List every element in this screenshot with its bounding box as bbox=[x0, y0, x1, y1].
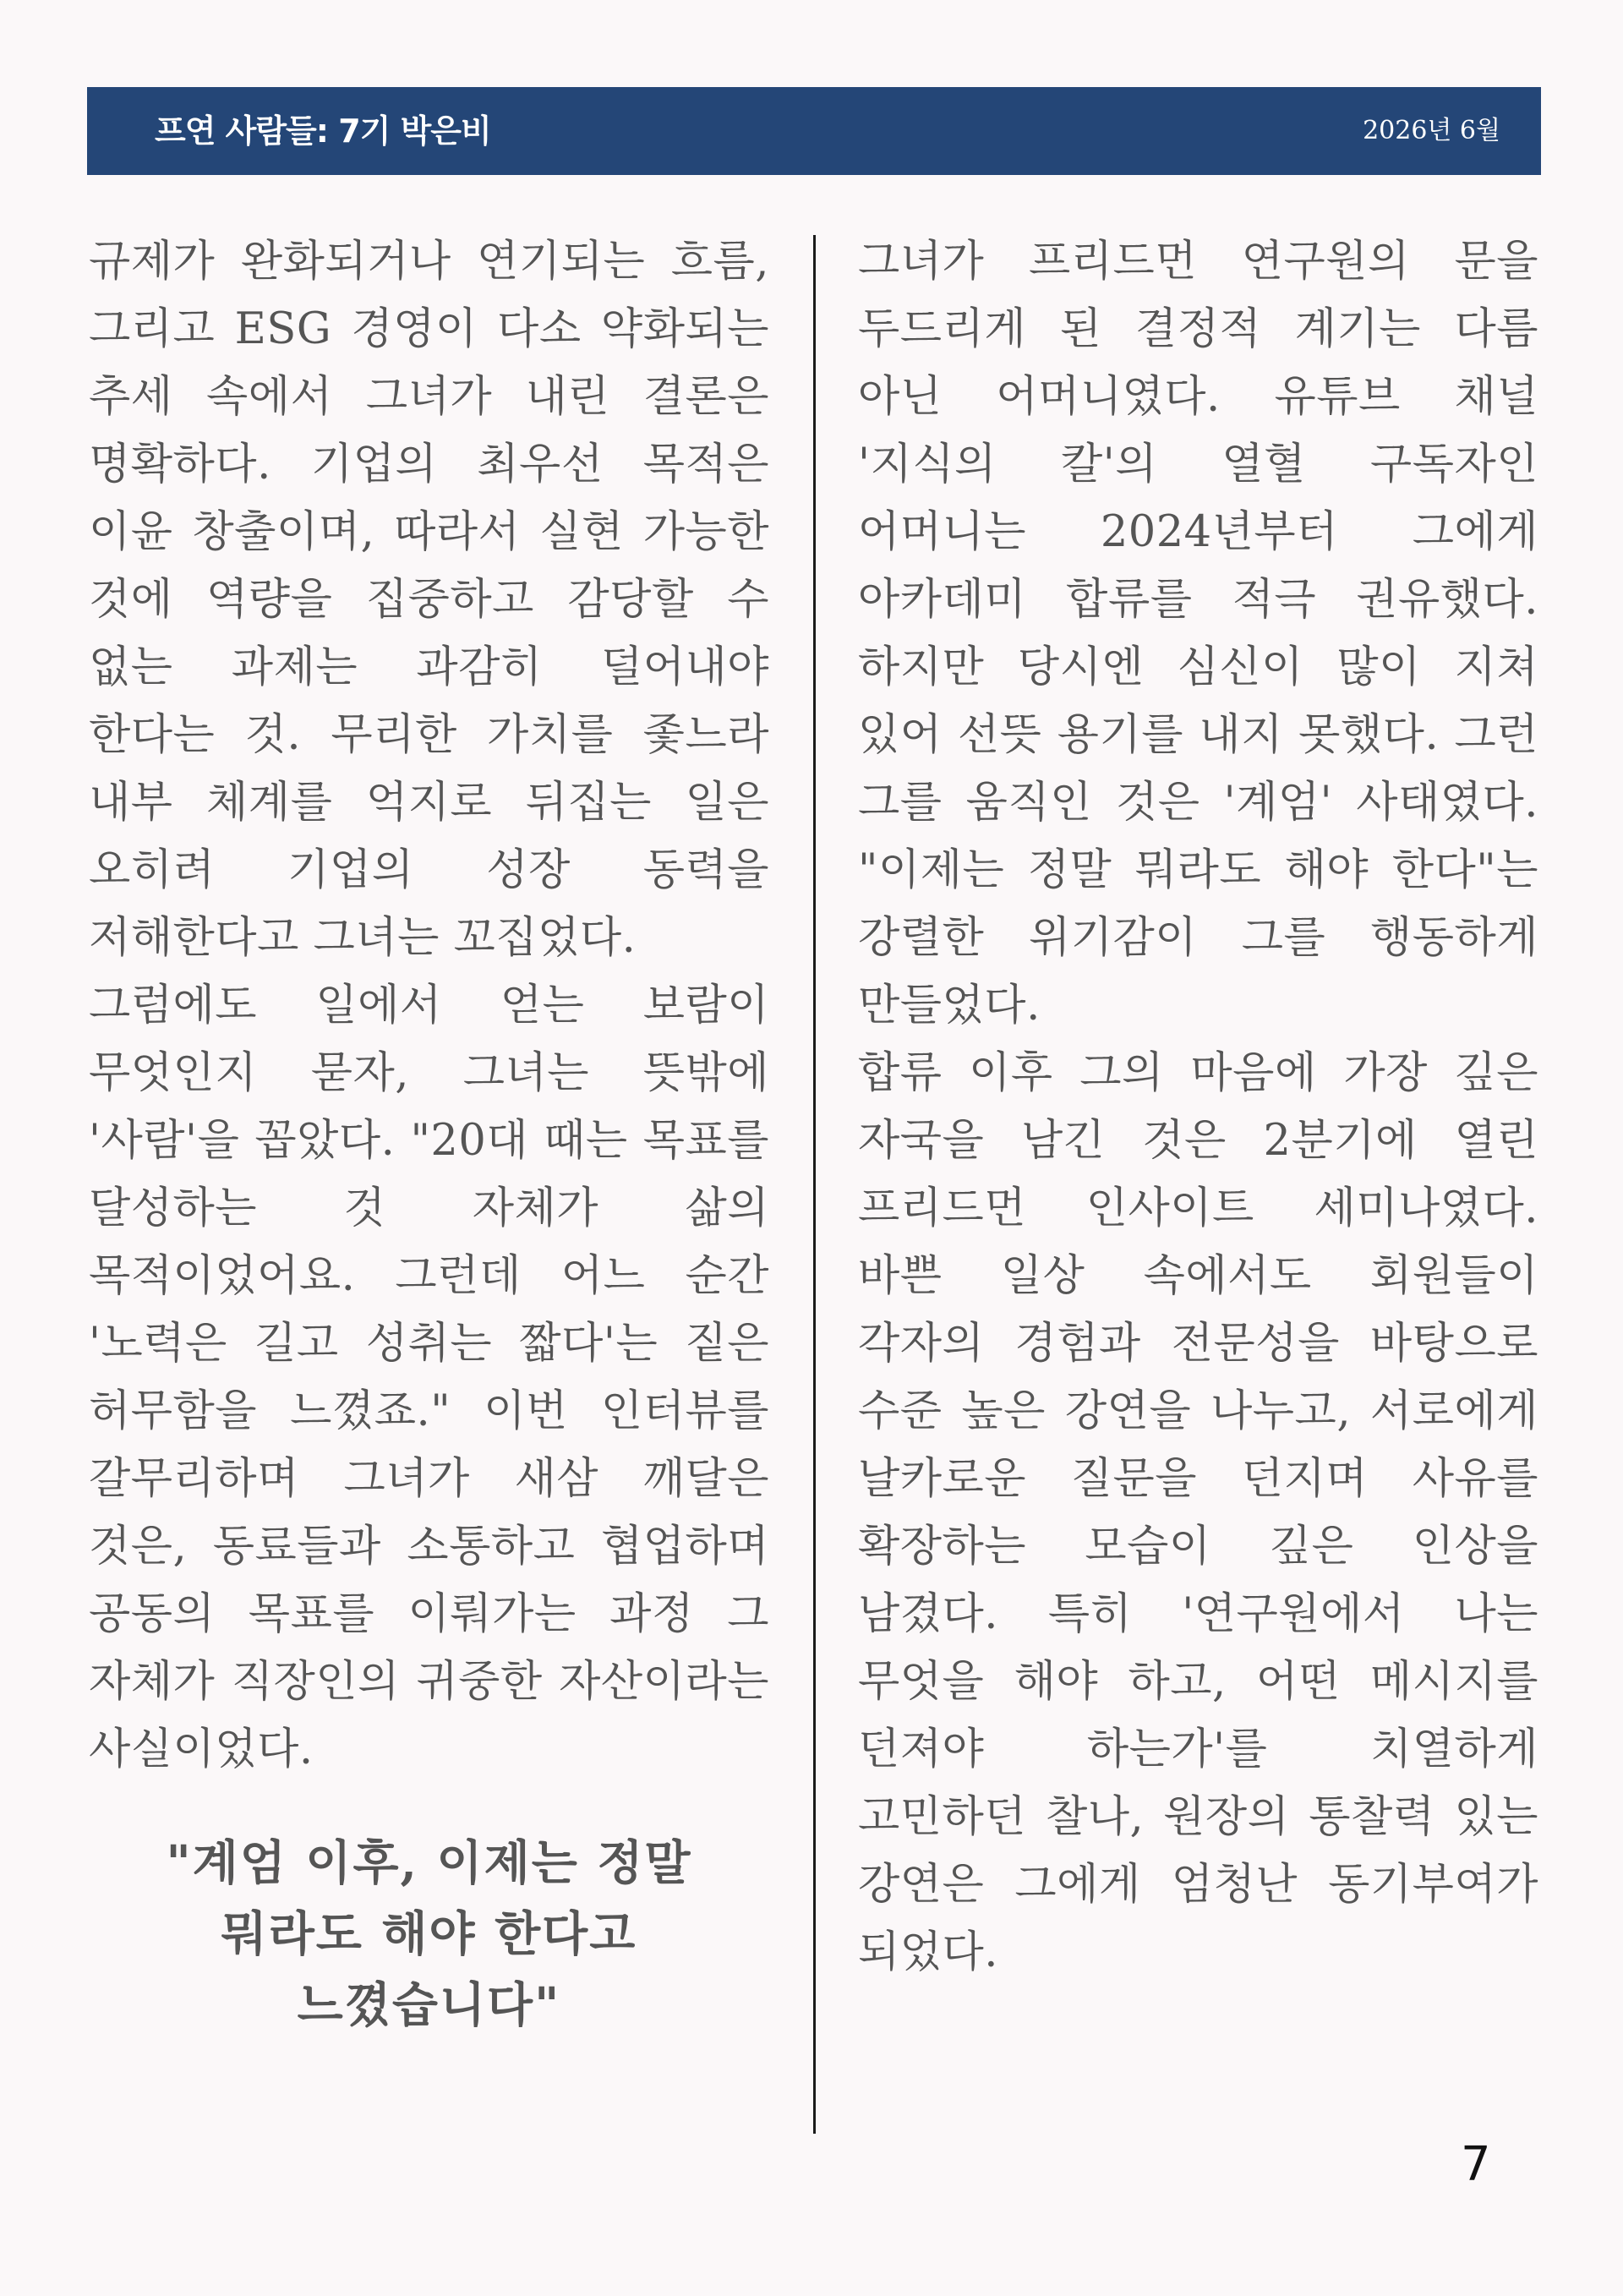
right-paragraph-2: 합류 이후 그의 마음에 가장 깊은 자국을 남긴 것은 2분기에 열린 프리드먼 인사이트 세미나였다. 바쁜 일상 속에서도 회원들이 각자의 경험과 전문성을 바탕으로 수준 높은 강연을 나누고, 서로에게 날카로운 질문을 던지며 사유를 확장하는 모습이 깊은 인상을 남겼다. 특히 '연구원에서 나는 무엇을 해야 하고, 어떤 메시지를 던져야 하는가'를 치열하게 고민하던 찰나, 원장의 통찰력 있는 강연은 그에게 엄청난 동기부여가 되었다. bbox=[858, 1048, 1538, 1977]
left-paragraph-2: 그럼에도 일에서 얻는 보람이 무엇인지 묻자, 그녀는 뜻밖에 '사람'을 꼽았다. "20대 때는 목표를 달성하는 것 자체가 삶의 목적이었어요. 그런데 어느 순간 '노력은 길고 성취는 짧다'는 짙은 허무함을 느꼈죠." 이번 인터뷰를 갈무리하며 그녀가 새삼 깨달은 것은, 동료들과 소통하고 협업하며 공동의 목표를 이뤄가는 과정 그 자체가 직장인의 귀중한 자산이라는 사실이었다. bbox=[89, 981, 769, 1774]
header-title: 프연 사람들: 7기 박은비 bbox=[155, 112, 491, 150]
header-bar bbox=[87, 87, 1541, 175]
left-paragraph-1: 규제가 완화되거나 연기되는 흐름, 그리고 ESG 경영이 다소 약화되는 추세 속에서 그녀가 내린 결론은 명확하다. 기업의 최우선 목적은 이윤 창출이며, 따라서 실현 가능한 것에 역량을 집중하고 감당할 수 없는 과제는 과감히 덜어내야 한다는 것. 무리한 가치를 좇느라 내부 체계를 억지로 뒤집는 일은 오히려 기업의 성장 동력을 저해한다고 그녀는 꼬집었다. bbox=[89, 237, 769, 963]
right-paragraph-1: 그녀가 프리드먼 연구원의 문을 두드리게 된 결정적 계기는 다름 아닌 어머니였다. 유튜브 채널 '지식의 칼'의 열혈 구독자인 어머니는 2024년부터 그에게 아카데미 합류를 적극 권유했다. 하지만 당시엔 심신이 많이 지쳐 있어 선뜻 용기를 내지 못했다. 그런 그를 움직인 것은 '계엄' 사태였다. "이제는 정말 뭐라도 해야 한다"는 강렬한 위기감이 그를 행동하게 만들었다. bbox=[858, 237, 1538, 1030]
right-column bbox=[858, 228, 1538, 1987]
left-column bbox=[89, 228, 769, 2041]
header-date: 2026년 6월 bbox=[1363, 116, 1500, 145]
pull-quote: "계엄 이후, 이제는 정말 뭐라도 해야 한다고 느꼈습니다" bbox=[166, 1835, 692, 2033]
page-number: 7 bbox=[1461, 2137, 1491, 2192]
column-divider bbox=[813, 235, 816, 2134]
